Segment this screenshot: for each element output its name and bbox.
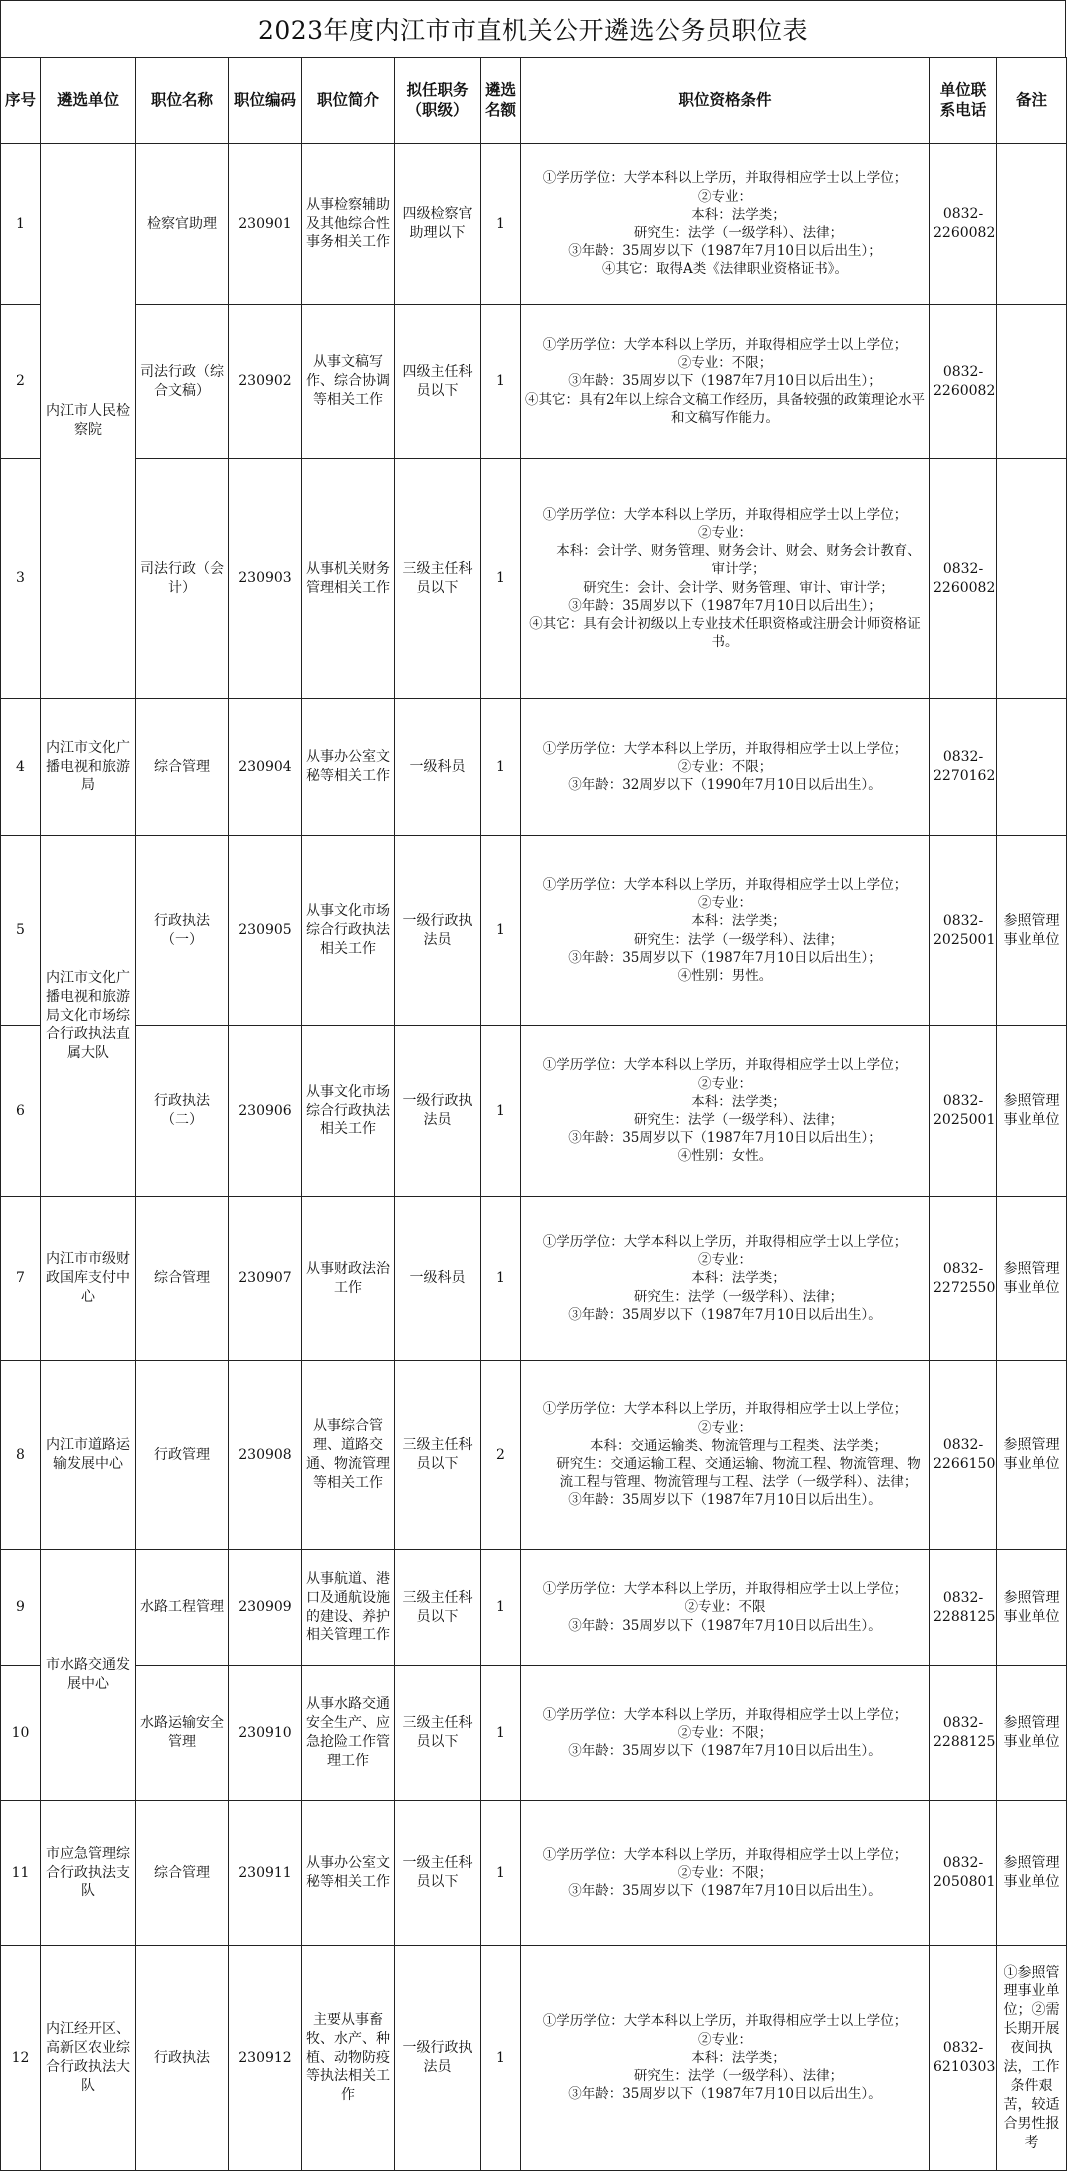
position-rank: 一级科员 <box>395 1197 481 1361</box>
qualification-line: 本科：法学类； <box>691 2049 786 2066</box>
position-count: 1 <box>481 1550 521 1666</box>
contact-phone <box>930 1946 997 2171</box>
position-name: 检察官助理 <box>136 144 229 305</box>
row-seq: 8 <box>1 1361 41 1550</box>
qualification-line: ③年龄：35周岁以下（1987年7月10日以后出生）。 <box>568 1883 882 1900</box>
qualification-line: ④性别：男性。 <box>677 967 773 984</box>
contact-phone <box>930 1550 997 1666</box>
row-seq: 5 <box>1 836 41 1026</box>
qualification-cell <box>521 699 930 836</box>
qualification-line: ③年龄：35周岁以下（1987年7月10日以后出生）。 <box>568 1306 882 1323</box>
note-cell: 参照管理事业单位 <box>997 1801 1067 1946</box>
qualification-line: 研究生：法学（一级学科）、法律； <box>633 1288 844 1305</box>
phone-area: 0832- <box>942 1715 984 1732</box>
qualification-line: ④其它：具有会计初级以上专业技术任职资格或注册会计师资格证书。 <box>529 615 921 651</box>
qualification-line: 本科：法学类； <box>691 913 786 930</box>
qualification-line: 研究生：法学（一级学科）、法律； <box>633 225 844 241</box>
qualification-cell <box>521 1550 930 1666</box>
position-name: 水路运输安全管理 <box>136 1666 229 1801</box>
qualification-cell <box>521 144 930 305</box>
contact-phone <box>930 1026 997 1197</box>
qualification-line: ③年龄：35周岁以下（1987年7月10日以后出生）。 <box>568 1492 882 1509</box>
position-code: 230909 <box>229 1550 302 1666</box>
position-rank: 三级主任科员以下 <box>395 1550 481 1666</box>
position-name: 水路工程管理 <box>136 1550 229 1666</box>
qualification-line: ①学历学位：大学本科以上学历，并取得相应学士以上学位； <box>542 2013 908 2030</box>
note-cell: ①参照管理事业单位；②需长期开展夜间执法，工作条件艰苦，较适合男性报考 <box>997 1946 1067 2171</box>
position-code: 230902 <box>229 305 302 459</box>
position-intro: 从事文稿写作、综合协调等相关工作 <box>302 305 395 459</box>
position-intro: 从事办公室文秘等相关工作 <box>302 1801 395 1946</box>
unit-cell: 内江经开区、高新区农业综合行政执法大队 <box>41 1946 136 2171</box>
position-rank: 三级主任科员以下 <box>395 1361 481 1550</box>
row-seq: 4 <box>1 699 41 836</box>
position-rank: 一级科员 <box>395 699 481 836</box>
phone-area: 0832- <box>942 1589 984 1606</box>
phone-number: 2260082 <box>933 579 996 596</box>
row-seq: 2 <box>1 305 41 459</box>
position-name: 行政执法（一） <box>136 836 229 1026</box>
position-rank: 四级检察官助理以下 <box>395 144 481 305</box>
qualification-line: 本科：法学类； <box>691 1270 786 1287</box>
position-intro: 从事办公室文秘等相关工作 <box>302 699 395 836</box>
unit-cell: 内江市文化广播电视和旅游局 <box>41 699 136 836</box>
unit-cell: 市应急管理综合行政执法支队 <box>41 1801 136 1946</box>
qualification-line: ②专业：不限； <box>677 1864 773 1881</box>
note-cell: 参照管理事业单位 <box>997 836 1067 1026</box>
position-count: 1 <box>481 1946 521 2171</box>
unit-cell: 内江市市级财政国库支付中心 <box>41 1197 136 1361</box>
position-table <box>0 57 1067 2171</box>
row-seq: 12 <box>1 1946 41 2171</box>
unit-cell: 内江市人民检察院 <box>41 144 136 699</box>
contact-phone <box>930 836 997 1026</box>
table-row <box>1 1197 1067 1361</box>
position-code: 230910 <box>229 1666 302 1801</box>
contact-phone <box>930 1666 997 1801</box>
qualification-line: 本科：会计学、财务管理、财务会计、财会、财务会计教育、审计学； <box>556 543 921 578</box>
phone-number: 2270162 <box>933 768 996 784</box>
contact-phone <box>930 459 997 699</box>
phone-area: 0832- <box>942 912 984 929</box>
position-name: 综合管理 <box>136 699 229 836</box>
qualification-line: ①学历学位：大学本科以上学历，并取得相应学士以上学位； <box>542 336 908 353</box>
position-code: 230906 <box>229 1026 302 1197</box>
table-row <box>1 1550 1067 1666</box>
position-rank: 三级主任科员以下 <box>395 1666 481 1801</box>
qualification-cell <box>521 459 930 699</box>
phone-number: 6210303 <box>933 2059 996 2075</box>
contact-phone <box>930 1801 997 1946</box>
unit-cell: 内江市文化广播电视和旅游局文化市场综合行政执法直属大队 <box>41 836 136 1197</box>
phone-number: 2272550 <box>933 1279 996 1296</box>
qualification-line: ①学历学位：大学本科以上学历，并取得相应学士以上学位； <box>542 1233 908 1250</box>
qualification-line: 本科：法学类； <box>691 206 786 223</box>
header-unit: 遴选单位 <box>41 58 136 144</box>
note-cell <box>997 144 1067 305</box>
contact-phone <box>930 1361 997 1550</box>
qualification-line: ②专业： <box>698 1075 752 1092</box>
qualification-line: ①学历学位：大学本科以上学历，并取得相应学士以上学位； <box>542 170 908 187</box>
note-cell: 参照管理事业单位 <box>997 1666 1067 1801</box>
row-seq: 6 <box>1 1026 41 1197</box>
table-row <box>1 1666 1067 1801</box>
qualification-cell <box>521 1361 930 1550</box>
qualification-line: ③年龄：35周岁以下（1987年7月10日以后出生）； <box>568 373 882 390</box>
qualification-line: 研究生：会计、会计学、财务管理、审计、审计学； <box>583 579 894 596</box>
position-code: 230912 <box>229 1946 302 2171</box>
table-row <box>1 836 1067 1026</box>
position-code: 230901 <box>229 144 302 305</box>
qualification-line: ②专业： <box>698 188 752 205</box>
qualification-line: 本科：法学类； <box>691 1093 786 1110</box>
position-intro: 从事水路交通安全生产、应急抢险工作管理工作 <box>302 1666 395 1801</box>
row-seq: 3 <box>1 459 41 699</box>
qualification-line: ③年龄：35周岁以下（1987年7月10日以后出生）； <box>568 243 882 260</box>
qualification-line: ①学历学位：大学本科以上学历，并取得相应学士以上学位； <box>542 1581 908 1598</box>
qualification-line: ③年龄：35周岁以下（1987年7月10日以后出生）； <box>568 1130 882 1147</box>
qualification-line: 研究生：法学（一级学科）、法律； <box>633 1112 844 1128</box>
qualification-line: ②专业：不限 <box>684 1599 766 1616</box>
note-cell <box>997 459 1067 699</box>
position-code: 230905 <box>229 836 302 1026</box>
table-row <box>1 699 1067 836</box>
phone-area: 0832- <box>942 560 984 577</box>
position-count: 1 <box>481 1666 521 1801</box>
qualification-line: ②专业： <box>698 524 752 541</box>
position-name: 行政执法 <box>136 1946 229 2171</box>
phone-area: 0832- <box>942 749 984 766</box>
position-count: 1 <box>481 836 521 1026</box>
table-row <box>1 1026 1067 1197</box>
header-count: 遴选名额 <box>481 58 521 144</box>
qualification-line: 本科：交通运输类、物流管理与工程类、法学类； <box>590 1437 887 1454</box>
position-count: 1 <box>481 459 521 699</box>
qualification-line: ③年龄：35周岁以下（1987年7月10日以后出生）； <box>568 597 882 614</box>
position-rank: 一级行政执法员 <box>395 1026 481 1197</box>
qualification-line: ①学历学位：大学本科以上学历，并取得相应学士以上学位； <box>542 1706 908 1723</box>
row-seq: 1 <box>1 144 41 305</box>
table-row <box>1 459 1067 699</box>
qualification-line: ③年龄：32周岁以下（1990年7月10日以后出生）。 <box>568 777 882 794</box>
qualification-line: ③年龄：35周岁以下（1987年7月10日以后出生）。 <box>568 1617 882 1634</box>
phone-area: 0832- <box>942 1260 984 1277</box>
phone-number: 2288125 <box>933 1734 996 1750</box>
header-intro: 职位简介 <box>302 58 395 144</box>
position-rank: 一级行政执法员 <box>395 1946 481 2171</box>
position-name: 综合管理 <box>136 1197 229 1361</box>
qualification-line: ④其它：取得A类《法律职业资格证书》。 <box>602 261 848 278</box>
table-row <box>1 144 1067 305</box>
phone-area: 0832- <box>942 1093 984 1110</box>
qualification-cell <box>521 1801 930 1946</box>
unit-cell: 市水路交通发展中心 <box>41 1550 136 1801</box>
phone-area: 0832- <box>942 206 984 223</box>
position-name: 行政管理 <box>136 1361 229 1550</box>
position-intro: 从事财政法治工作 <box>302 1197 395 1361</box>
qualification-line: 研究生：法学（一级学科）、法律； <box>633 2068 844 2085</box>
note-cell <box>997 699 1067 836</box>
position-rank: 四级主任科员以下 <box>395 305 481 459</box>
position-rank: 一级行政执法员 <box>395 836 481 1026</box>
qualification-line: ③年龄：35周岁以下（1987年7月10日以后出生）； <box>568 949 882 966</box>
table-title: 2023年度内江市市直机关公开遴选公务员职位表 <box>0 0 1066 58</box>
qualification-cell <box>521 1197 930 1361</box>
position-intro: 从事文化市场综合行政执法相关工作 <box>302 1026 395 1197</box>
position-intro: 从事文化市场综合行政执法相关工作 <box>302 836 395 1026</box>
qualification-line: ①学历学位：大学本科以上学历，并取得相应学士以上学位； <box>542 1846 908 1863</box>
qualification-line: 研究生：交通运输工程、交通运输、物流工程、物流管理、物流工程与管理、物流管理与工程、法学（一级学科）、法律； <box>556 1456 921 1491</box>
note-cell: 参照管理事业单位 <box>997 1550 1067 1666</box>
table-row <box>1 305 1067 459</box>
position-name: 综合管理 <box>136 1801 229 1946</box>
qualification-line: ①学历学位：大学本科以上学历，并取得相应学士以上学位； <box>542 740 908 757</box>
qualification-line: ③年龄：35周岁以下（1987年7月10日以后出生）。 <box>568 2086 882 2103</box>
header-note: 备注 <box>997 58 1067 144</box>
phone-number: 2260082 <box>933 225 996 241</box>
contact-phone <box>930 699 997 836</box>
qualification-line: ③年龄：35周岁以下（1987年7月10日以后出生）。 <box>568 1743 882 1760</box>
position-count: 1 <box>481 699 521 836</box>
position-intro: 从事航道、港口及通航设施的建设、养护相关管理工作 <box>302 1550 395 1666</box>
header-position: 职位名称 <box>136 58 229 144</box>
phone-area: 0832- <box>942 1855 984 1872</box>
position-count: 1 <box>481 1801 521 1946</box>
qualification-line: 研究生：法学（一级学科）、法律； <box>633 931 844 948</box>
note-cell: 参照管理事业单位 <box>997 1026 1067 1197</box>
row-seq: 9 <box>1 1550 41 1666</box>
position-intro: 从事检察辅助及其他综合性事务相关工作 <box>302 144 395 305</box>
phone-area: 0832- <box>942 1437 984 1454</box>
phone-number: 2050801 <box>933 1874 996 1890</box>
qualification-line: ①学历学位：大学本科以上学历，并取得相应学士以上学位； <box>542 1401 908 1418</box>
qualification-line: ②专业：不限； <box>677 1724 773 1741</box>
position-count: 1 <box>481 144 521 305</box>
position-code: 230911 <box>229 1801 302 1946</box>
position-count: 2 <box>481 1361 521 1550</box>
position-intro: 从事机关财务管理相关工作 <box>302 459 395 699</box>
row-seq: 7 <box>1 1197 41 1361</box>
row-seq: 10 <box>1 1666 41 1801</box>
contact-phone <box>930 305 997 459</box>
table-row <box>1 1946 1067 2171</box>
header-phone: 单位联系电话 <box>930 58 997 144</box>
qualification-cell <box>521 1026 930 1197</box>
position-code: 230904 <box>229 699 302 836</box>
qualification-line: ①学历学位：大学本科以上学历，并取得相应学士以上学位； <box>542 1057 908 1074</box>
qualification-line: ①学历学位：大学本科以上学历，并取得相应学士以上学位； <box>542 876 908 893</box>
table-row <box>1 1361 1067 1550</box>
phone-number: 2260082 <box>933 382 996 399</box>
position-intro: 主要从事畜牧、水产、种植、动物防疫等执法相关工作 <box>302 1946 395 2171</box>
position-count: 1 <box>481 305 521 459</box>
note-cell: 参照管理事业单位 <box>997 1197 1067 1361</box>
position-count: 1 <box>481 1026 521 1197</box>
position-code: 230903 <box>229 459 302 699</box>
phone-number: 2025001 <box>933 931 996 948</box>
header-qualifications: 职位资格条件 <box>521 58 930 144</box>
position-code: 230907 <box>229 1197 302 1361</box>
contact-phone <box>930 144 997 305</box>
phone-area: 0832- <box>942 2040 984 2057</box>
qualification-line: ②专业： <box>698 1252 752 1269</box>
qualification-cell <box>521 305 930 459</box>
phone-area: 0832- <box>942 363 984 380</box>
qualification-line: ②专业： <box>698 1419 752 1436</box>
header-seq: 序号 <box>1 58 41 144</box>
phone-number: 2266150 <box>933 1456 996 1472</box>
qualification-line: ①学历学位：大学本科以上学历，并取得相应学士以上学位； <box>542 506 908 523</box>
position-count: 1 <box>481 1197 521 1361</box>
qualification-line: ②专业： <box>698 2031 752 2048</box>
qualification-line: ②专业： <box>698 895 752 912</box>
unit-cell: 内江市道路运输发展中心 <box>41 1361 136 1550</box>
note-cell: 参照管理事业单位 <box>997 1361 1067 1550</box>
qualification-line: ②专业：不限； <box>677 355 773 372</box>
position-rank: 一级主任科员以下 <box>395 1801 481 1946</box>
qualification-cell <box>521 836 930 1026</box>
header-rank: 拟任职务（职级） <box>395 58 481 144</box>
qualification-cell <box>521 1946 930 2171</box>
table-row <box>1 1801 1067 1946</box>
qualification-line: ②专业：不限； <box>677 758 773 775</box>
contact-phone <box>930 1197 997 1361</box>
note-cell <box>997 305 1067 459</box>
row-seq: 11 <box>1 1801 41 1946</box>
phone-number: 2025001 <box>933 1112 996 1128</box>
position-code: 230908 <box>229 1361 302 1550</box>
qualification-line: ④性别：女性。 <box>677 1148 773 1165</box>
position-name: 行政执法（二） <box>136 1026 229 1197</box>
phone-number: 2288125 <box>933 1608 996 1625</box>
qualification-cell <box>521 1666 930 1801</box>
position-intro: 从事综合管理、道路交通、物流管理等相关工作 <box>302 1361 395 1550</box>
qualification-line: ④其它：具有2年以上综合文稿工作经历，具备较强的政策理论水平和文稿写作能力。 <box>524 391 926 426</box>
position-rank: 三级主任科员以下 <box>395 459 481 699</box>
header-row <box>1 58 1067 144</box>
position-name: 司法行政（会计） <box>136 459 229 699</box>
header-code: 职位编码 <box>229 58 302 144</box>
position-name: 司法行政（综合文稿） <box>136 305 229 459</box>
